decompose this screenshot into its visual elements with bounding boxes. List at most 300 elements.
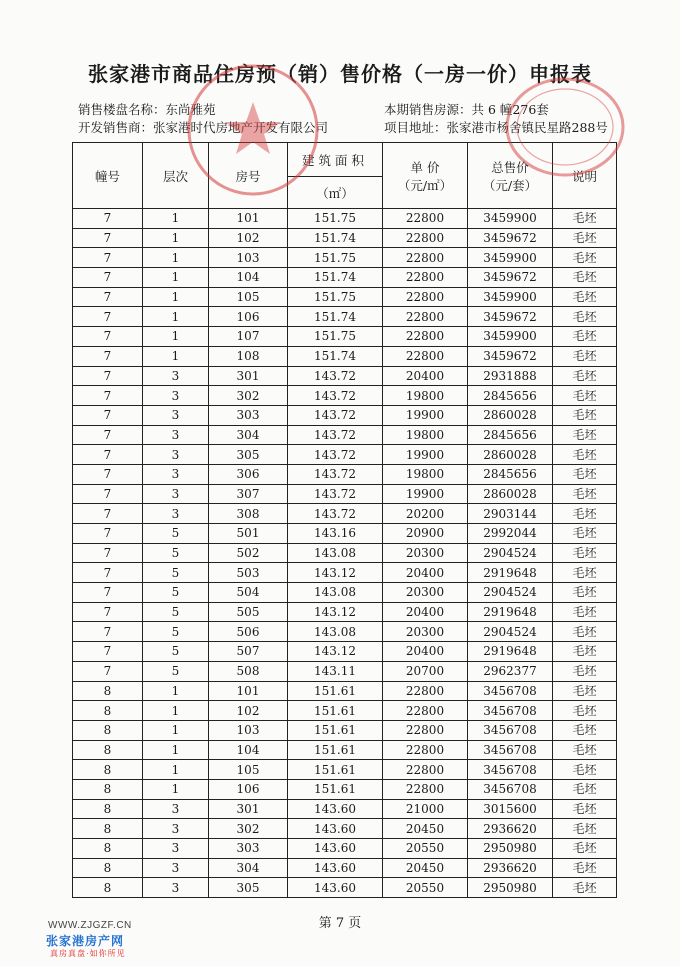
cell-room: 508 xyxy=(209,661,288,681)
cell-floor: 5 xyxy=(143,524,209,544)
cell-floor: 1 xyxy=(143,209,209,229)
table-row xyxy=(73,701,617,721)
cell-total-price: 2950980 xyxy=(468,839,553,859)
cell-building: 7 xyxy=(73,622,143,642)
cell-building: 7 xyxy=(73,287,143,307)
cell-room: 303 xyxy=(209,839,288,859)
cell-floor: 5 xyxy=(143,602,209,622)
table-row xyxy=(73,858,617,878)
cell-area: 143.72 xyxy=(288,484,383,504)
cell-total-price: 2860028 xyxy=(468,445,553,465)
cell-unit-price: 22800 xyxy=(383,307,468,327)
cell-note: 毛坯 xyxy=(553,346,617,366)
cell-floor: 1 xyxy=(143,681,209,701)
cell-unit-price: 19800 xyxy=(383,386,468,406)
cell-unit-price: 20400 xyxy=(383,563,468,583)
header-unit-price xyxy=(383,143,468,209)
cell-area: 151.75 xyxy=(288,287,383,307)
cell-building: 8 xyxy=(73,701,143,721)
sales-source-label: 本期销售房源： xyxy=(384,102,472,117)
cell-unit-price: 20400 xyxy=(383,602,468,622)
cell-total-price: 2950980 xyxy=(468,878,553,898)
cell-building: 8 xyxy=(73,799,143,819)
cell-area: 143.60 xyxy=(288,858,383,878)
cell-room: 503 xyxy=(209,563,288,583)
cell-building: 7 xyxy=(73,642,143,662)
cell-area: 151.75 xyxy=(288,209,383,229)
table-row xyxy=(73,405,617,425)
cell-area: 143.60 xyxy=(288,819,383,839)
cell-room: 103 xyxy=(209,248,288,268)
cell-room: 107 xyxy=(209,327,288,347)
table-row xyxy=(73,248,617,268)
cell-note: 毛坯 xyxy=(553,701,617,721)
table-row xyxy=(73,366,617,386)
cell-total-price: 3459900 xyxy=(468,248,553,268)
project-name-line xyxy=(78,100,216,118)
cell-building: 8 xyxy=(73,878,143,898)
cell-room: 505 xyxy=(209,602,288,622)
cell-unit-price: 20300 xyxy=(383,543,468,563)
cell-total-price: 2903144 xyxy=(468,504,553,524)
cell-floor: 1 xyxy=(143,720,209,740)
table-row xyxy=(73,602,617,622)
cell-room: 103 xyxy=(209,720,288,740)
cell-building: 7 xyxy=(73,228,143,248)
cell-unit-price: 22800 xyxy=(383,209,468,229)
cell-unit-price: 19800 xyxy=(383,464,468,484)
cell-note: 毛坯 xyxy=(553,760,617,780)
table-row xyxy=(73,346,617,366)
cell-floor: 1 xyxy=(143,248,209,268)
cell-room: 101 xyxy=(209,681,288,701)
cell-building: 7 xyxy=(73,307,143,327)
cell-building: 7 xyxy=(73,543,143,563)
cell-area: 151.61 xyxy=(288,760,383,780)
cell-unit-price: 19900 xyxy=(383,445,468,465)
cell-area: 151.61 xyxy=(288,779,383,799)
cell-floor: 1 xyxy=(143,307,209,327)
cell-note: 毛坯 xyxy=(553,524,617,544)
cell-floor: 1 xyxy=(143,701,209,721)
cell-room: 308 xyxy=(209,504,288,524)
cell-room: 507 xyxy=(209,642,288,662)
cell-area: 143.60 xyxy=(288,839,383,859)
cell-note: 毛坯 xyxy=(553,543,617,563)
cell-note: 毛坯 xyxy=(553,386,617,406)
cell-area: 143.11 xyxy=(288,661,383,681)
cell-total-price: 3456708 xyxy=(468,740,553,760)
cell-floor: 3 xyxy=(143,819,209,839)
cell-building: 8 xyxy=(73,681,143,701)
cell-floor: 1 xyxy=(143,327,209,347)
cell-room: 504 xyxy=(209,583,288,603)
cell-room: 102 xyxy=(209,228,288,248)
cell-note: 毛坯 xyxy=(553,366,617,386)
cell-area: 143.08 xyxy=(288,622,383,642)
table-row xyxy=(73,622,617,642)
cell-floor: 5 xyxy=(143,583,209,603)
cell-note: 毛坯 xyxy=(553,839,617,859)
table-row xyxy=(73,720,617,740)
cell-area: 151.61 xyxy=(288,740,383,760)
developer-value: 张家港时代房地产开发有限公司 xyxy=(153,120,329,135)
cell-floor: 1 xyxy=(143,760,209,780)
cell-building: 7 xyxy=(73,386,143,406)
cell-unit-price: 20450 xyxy=(383,819,468,839)
cell-unit-price: 22800 xyxy=(383,346,468,366)
cell-unit-price: 22800 xyxy=(383,740,468,760)
cell-total-price: 3456708 xyxy=(468,701,553,721)
sales-source-line xyxy=(384,100,549,118)
cell-floor: 3 xyxy=(143,878,209,898)
cell-total-price: 2919648 xyxy=(468,563,553,583)
table-row xyxy=(73,307,617,327)
cell-floor: 1 xyxy=(143,346,209,366)
cell-room: 302 xyxy=(209,386,288,406)
cell-area: 143.72 xyxy=(288,464,383,484)
developer-label: 开发销售商： xyxy=(78,120,154,135)
cell-total-price: 3459900 xyxy=(468,287,553,307)
table-row xyxy=(73,583,617,603)
cell-building: 7 xyxy=(73,366,143,386)
cell-total-price: 2919648 xyxy=(468,642,553,662)
cell-unit-price: 22800 xyxy=(383,287,468,307)
cell-floor: 3 xyxy=(143,504,209,524)
cell-building: 7 xyxy=(73,346,143,366)
cell-building: 7 xyxy=(73,209,143,229)
cell-total-price: 3456708 xyxy=(468,760,553,780)
cell-unit-price: 22800 xyxy=(383,779,468,799)
cell-building: 7 xyxy=(73,602,143,622)
cell-note: 毛坯 xyxy=(553,268,617,288)
table-row xyxy=(73,642,617,662)
cell-floor: 5 xyxy=(143,661,209,681)
cell-area: 151.74 xyxy=(288,346,383,366)
cell-area: 151.75 xyxy=(288,248,383,268)
cell-unit-price: 22800 xyxy=(383,681,468,701)
cell-unit-price: 20300 xyxy=(383,583,468,603)
cell-room: 105 xyxy=(209,760,288,780)
header-area: 建筑面积 xyxy=(288,143,383,177)
cell-floor: 1 xyxy=(143,268,209,288)
cell-building: 7 xyxy=(73,504,143,524)
cell-building: 7 xyxy=(73,425,143,445)
cell-building: 7 xyxy=(73,563,143,583)
table-row xyxy=(73,819,617,839)
cell-note: 毛坯 xyxy=(553,504,617,524)
header-area-unit: （㎡） xyxy=(288,177,383,209)
address-value: 张家港市杨舍镇民星路288号 xyxy=(446,120,608,135)
cell-total-price: 2992044 xyxy=(468,524,553,544)
cell-room: 306 xyxy=(209,464,288,484)
cell-note: 毛坯 xyxy=(553,464,617,484)
cell-room: 105 xyxy=(209,287,288,307)
cell-floor: 3 xyxy=(143,386,209,406)
cell-building: 8 xyxy=(73,819,143,839)
cell-building: 7 xyxy=(73,464,143,484)
header-building: 幢号 xyxy=(73,143,143,209)
cell-room: 506 xyxy=(209,622,288,642)
cell-area: 151.74 xyxy=(288,307,383,327)
cell-area: 151.74 xyxy=(288,268,383,288)
cell-note: 毛坯 xyxy=(553,445,617,465)
table-row xyxy=(73,563,617,583)
cell-unit-price: 22800 xyxy=(383,720,468,740)
cell-floor: 3 xyxy=(143,445,209,465)
cell-unit-price: 19900 xyxy=(383,484,468,504)
cell-unit-price: 22800 xyxy=(383,760,468,780)
cell-building: 7 xyxy=(73,268,143,288)
table-row xyxy=(73,839,617,859)
cell-floor: 5 xyxy=(143,543,209,563)
cell-total-price: 2860028 xyxy=(468,405,553,425)
cell-floor: 1 xyxy=(143,228,209,248)
cell-room: 307 xyxy=(209,484,288,504)
cell-unit-price: 19800 xyxy=(383,425,468,445)
cell-building: 8 xyxy=(73,779,143,799)
cell-floor: 3 xyxy=(143,405,209,425)
header-note: 说明 xyxy=(553,143,617,209)
watermark-slogan: 真房真盘·如你所见 xyxy=(50,949,126,958)
table-row xyxy=(73,681,617,701)
cell-room: 304 xyxy=(209,858,288,878)
cell-total-price: 2860028 xyxy=(468,484,553,504)
cell-unit-price: 22800 xyxy=(383,228,468,248)
table-row xyxy=(73,228,617,248)
cell-total-price: 3459900 xyxy=(468,327,553,347)
sales-source-value: 共 6 幢276套 xyxy=(471,102,549,117)
cell-room: 101 xyxy=(209,209,288,229)
cell-total-price: 3459672 xyxy=(468,346,553,366)
cell-note: 毛坯 xyxy=(553,248,617,268)
cell-total-price: 2936620 xyxy=(468,858,553,878)
cell-unit-price: 20300 xyxy=(383,622,468,642)
cell-unit-price: 20550 xyxy=(383,839,468,859)
table-row xyxy=(73,760,617,780)
cell-note: 毛坯 xyxy=(553,720,617,740)
cell-area: 151.61 xyxy=(288,681,383,701)
cell-floor: 5 xyxy=(143,563,209,583)
cell-total-price: 2936620 xyxy=(468,819,553,839)
cell-room: 501 xyxy=(209,524,288,544)
cell-building: 7 xyxy=(73,583,143,603)
cell-note: 毛坯 xyxy=(553,327,617,347)
cell-area: 151.75 xyxy=(288,327,383,347)
cell-room: 102 xyxy=(209,701,288,721)
cell-total-price: 2845656 xyxy=(468,386,553,406)
cell-note: 毛坯 xyxy=(553,681,617,701)
cell-total-price: 2904524 xyxy=(468,583,553,603)
cell-unit-price: 20900 xyxy=(383,524,468,544)
cell-area: 143.12 xyxy=(288,563,383,583)
cell-room: 301 xyxy=(209,799,288,819)
cell-floor: 3 xyxy=(143,366,209,386)
header-unit-price-unit: （元/㎡） xyxy=(397,177,453,193)
cell-floor: 5 xyxy=(143,642,209,662)
cell-building: 7 xyxy=(73,327,143,347)
cell-room: 104 xyxy=(209,740,288,760)
cell-note: 毛坯 xyxy=(553,799,617,819)
cell-building: 8 xyxy=(73,839,143,859)
cell-unit-price: 20400 xyxy=(383,366,468,386)
cell-building: 8 xyxy=(73,740,143,760)
developer-line xyxy=(78,118,328,136)
cell-note: 毛坯 xyxy=(553,425,617,445)
cell-total-price: 2845656 xyxy=(468,464,553,484)
table-row xyxy=(73,878,617,898)
cell-area: 151.61 xyxy=(288,701,383,721)
cell-floor: 1 xyxy=(143,287,209,307)
cell-building: 7 xyxy=(73,248,143,268)
cell-area: 143.16 xyxy=(288,524,383,544)
table-row xyxy=(73,425,617,445)
cell-room: 108 xyxy=(209,346,288,366)
table-row xyxy=(73,386,617,406)
header-total-price xyxy=(468,143,553,209)
cell-note: 毛坯 xyxy=(553,228,617,248)
cell-total-price: 3459672 xyxy=(468,307,553,327)
address-line xyxy=(384,118,608,136)
cell-total-price: 2931888 xyxy=(468,366,553,386)
table-row xyxy=(73,504,617,524)
table-row xyxy=(73,799,617,819)
cell-unit-price: 20200 xyxy=(383,504,468,524)
page-number: 第 7 页 xyxy=(318,916,362,931)
cell-room: 502 xyxy=(209,543,288,563)
header-room: 房号 xyxy=(209,143,288,209)
cell-total-price: 2845656 xyxy=(468,425,553,445)
cell-floor: 3 xyxy=(143,425,209,445)
cell-note: 毛坯 xyxy=(553,583,617,603)
cell-floor: 3 xyxy=(143,464,209,484)
cell-building: 7 xyxy=(73,661,143,681)
table-row xyxy=(73,779,617,799)
cell-floor: 1 xyxy=(143,779,209,799)
cell-unit-price: 20550 xyxy=(383,878,468,898)
cell-note: 毛坯 xyxy=(553,209,617,229)
table-row xyxy=(73,268,617,288)
cell-unit-price: 20450 xyxy=(383,858,468,878)
cell-area: 143.72 xyxy=(288,504,383,524)
cell-note: 毛坯 xyxy=(553,661,617,681)
table-row xyxy=(73,445,617,465)
table-row xyxy=(73,287,617,307)
cell-area: 143.08 xyxy=(288,543,383,563)
cell-building: 7 xyxy=(73,484,143,504)
price-table-body xyxy=(73,209,617,898)
cell-unit-price: 20700 xyxy=(383,661,468,681)
table-row xyxy=(73,661,617,681)
cell-building: 7 xyxy=(73,405,143,425)
table-row xyxy=(73,543,617,563)
cell-note: 毛坯 xyxy=(553,642,617,662)
cell-note: 毛坯 xyxy=(553,779,617,799)
cell-area: 151.61 xyxy=(288,720,383,740)
cell-room: 302 xyxy=(209,819,288,839)
cell-unit-price: 22800 xyxy=(383,268,468,288)
cell-note: 毛坯 xyxy=(553,622,617,642)
cell-room: 303 xyxy=(209,405,288,425)
document-title: 张家港市商品住房预（销）售价格（一房一价）申报表 xyxy=(88,62,592,86)
cell-room: 305 xyxy=(209,445,288,465)
cell-floor: 5 xyxy=(143,622,209,642)
cell-note: 毛坯 xyxy=(553,287,617,307)
header-total-price-label: 总售价 xyxy=(491,159,529,175)
cell-building: 7 xyxy=(73,445,143,465)
cell-area: 143.12 xyxy=(288,602,383,622)
cell-building: 8 xyxy=(73,760,143,780)
cell-total-price: 2962377 xyxy=(468,661,553,681)
cell-unit-price: 22800 xyxy=(383,701,468,721)
cell-total-price: 2904524 xyxy=(468,543,553,563)
project-name-value: 东尚雅苑 xyxy=(165,102,216,117)
cell-floor: 3 xyxy=(143,858,209,878)
cell-total-price: 3456708 xyxy=(468,681,553,701)
cell-area: 143.72 xyxy=(288,366,383,386)
cell-note: 毛坯 xyxy=(553,484,617,504)
cell-area: 143.72 xyxy=(288,405,383,425)
cell-note: 毛坯 xyxy=(553,819,617,839)
cell-room: 106 xyxy=(209,307,288,327)
cell-building: 7 xyxy=(73,524,143,544)
cell-note: 毛坯 xyxy=(553,858,617,878)
cell-area: 143.08 xyxy=(288,583,383,603)
cell-total-price: 3456708 xyxy=(468,779,553,799)
table-row xyxy=(73,524,617,544)
cell-area: 143.72 xyxy=(288,386,383,406)
cell-room: 106 xyxy=(209,779,288,799)
header-total-price-unit: （元/套） xyxy=(482,177,538,193)
table-row xyxy=(73,464,617,484)
cell-area: 143.60 xyxy=(288,799,383,819)
cell-floor: 1 xyxy=(143,740,209,760)
cell-note: 毛坯 xyxy=(553,602,617,622)
cell-floor: 3 xyxy=(143,839,209,859)
cell-note: 毛坯 xyxy=(553,405,617,425)
cell-unit-price: 19900 xyxy=(383,405,468,425)
cell-unit-price: 22800 xyxy=(383,327,468,347)
cell-note: 毛坯 xyxy=(553,307,617,327)
header-unit-price-label: 单 价 xyxy=(410,159,440,175)
cell-unit-price: 22800 xyxy=(383,248,468,268)
address-label: 项目地址： xyxy=(384,120,447,135)
watermark-site-name: 张家港房产网 xyxy=(46,934,125,948)
cell-total-price: 3456708 xyxy=(468,720,553,740)
cell-building: 8 xyxy=(73,720,143,740)
cell-unit-price: 21000 xyxy=(383,799,468,819)
cell-room: 305 xyxy=(209,878,288,898)
cell-area: 143.12 xyxy=(288,642,383,662)
cell-total-price: 3459900 xyxy=(468,209,553,229)
cell-unit-price: 20400 xyxy=(383,642,468,662)
watermark-url: WWW.ZJGZF.CN xyxy=(48,920,132,931)
cell-area: 143.72 xyxy=(288,445,383,465)
table-row xyxy=(73,740,617,760)
cell-total-price: 2904524 xyxy=(468,622,553,642)
cell-floor: 3 xyxy=(143,799,209,819)
cell-note: 毛坯 xyxy=(553,740,617,760)
table-row xyxy=(73,209,617,229)
cell-floor: 3 xyxy=(143,484,209,504)
cell-room: 104 xyxy=(209,268,288,288)
cell-room: 301 xyxy=(209,366,288,386)
cell-total-price: 3459672 xyxy=(468,268,553,288)
table-row xyxy=(73,327,617,347)
cell-area: 143.72 xyxy=(288,425,383,445)
cell-note: 毛坯 xyxy=(553,878,617,898)
cell-area: 143.60 xyxy=(288,878,383,898)
